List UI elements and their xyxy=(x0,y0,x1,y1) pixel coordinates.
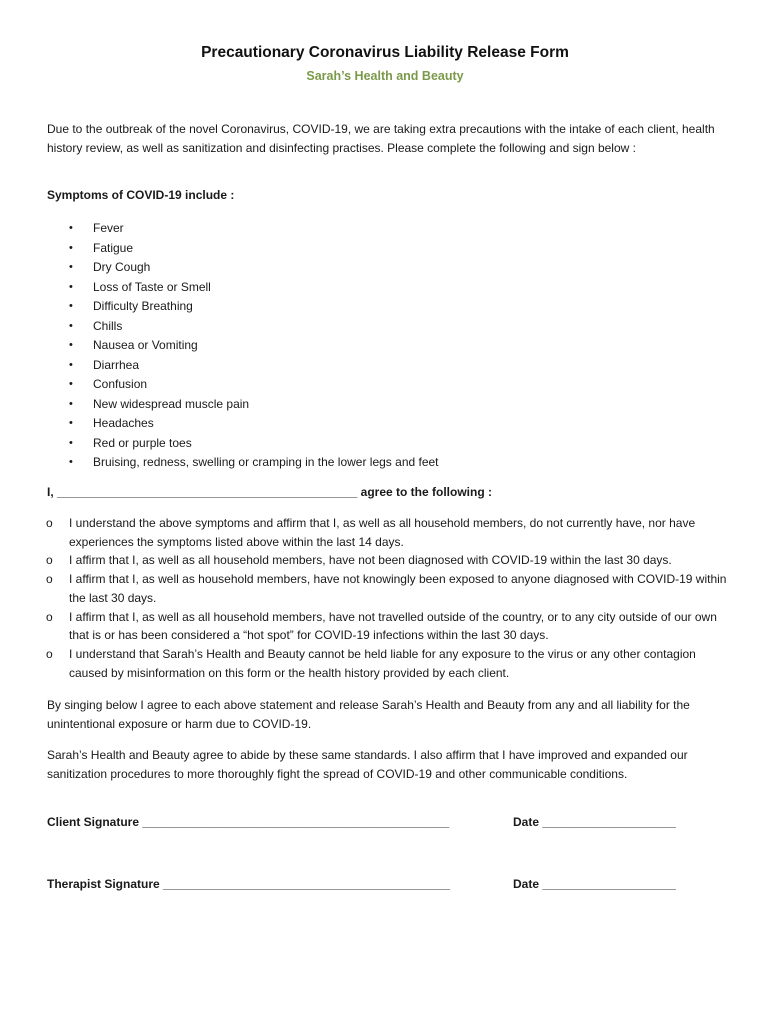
symptoms-list xyxy=(0,219,439,473)
bullet-icon: • xyxy=(69,339,73,351)
affirmation-item: o I affirm that I, as well as household members, have not knowingly been exposed to anyone diagnosed with COVID-19 within the last 30 days. xyxy=(46,572,727,605)
therapist-date-field[interactable]: Date ____________________ xyxy=(513,877,676,891)
symptom-item: • Bruising, redness, swelling or cramping in the lower legs and feet xyxy=(0,453,439,473)
client-signature-row xyxy=(47,815,676,829)
release-paragraph: By singing below I agree to each above statement and release Sarah’s Health and Beauty from any and all liability for the unintentional exposure or harm due to COVID-19. xyxy=(47,698,690,731)
bullet-icon: • xyxy=(69,261,73,273)
affirmation-item: o I affirm that I, as well as all household members, have not travelled outside of the country, or to any city outside of our own that is or has been considered a “hot spot” for COVID-19 infections within the last 30 days. xyxy=(46,609,717,643)
client-name-line[interactable]: I, _____________________________________________ agree to the following : xyxy=(47,485,492,499)
symptom-item: • Headaches xyxy=(0,414,439,434)
bullet-icon: • xyxy=(69,241,73,254)
bullet-icon: • xyxy=(69,378,73,390)
circle-bullet-icon: o xyxy=(46,647,53,662)
intro-paragraph: Due to the outbreak of the novel Coronavirus, COVID-19, we are taking extra precautions with the intake of each client, health history review, as well as sanitization and disinfecting practises. Please complete the following and sign below : xyxy=(47,122,715,155)
bullet-icon: • xyxy=(69,456,73,468)
symptom-item: • Difficulty Breathing xyxy=(0,297,439,317)
circle-bullet-icon: o xyxy=(46,572,53,587)
circle-bullet-icon: o xyxy=(46,609,53,624)
affirmation-item: o I understand the above symptoms and affirm that I, as well as all household members, do not currently have, nor have experiences the symptoms listed above within the last 14 days. xyxy=(46,516,696,549)
bullet-icon: • xyxy=(69,319,73,332)
affirmations-list xyxy=(0,514,770,683)
form-title: Precautionary Coronavirus Liability Release Form xyxy=(201,44,569,61)
symptoms-heading: Symptoms of COVID-19 include : xyxy=(47,188,235,202)
symptom-item: • Fever xyxy=(0,219,439,239)
therapist-signature-row xyxy=(47,877,676,891)
symptom-item: • Chills xyxy=(0,317,439,337)
symptom-item: • Diarrhea xyxy=(0,356,439,376)
affirmation-item: o I understand that Sarah’s Health and Beauty cannot be held liable for any exposure to the virus or any other contagion caused by misinformation on this form or the health history provided by each client. xyxy=(46,647,696,680)
bullet-icon: • xyxy=(69,397,73,410)
client-date-field[interactable]: Date ____________________ xyxy=(513,815,676,829)
bullet-icon: • xyxy=(69,222,73,234)
therapist-signature-field[interactable]: Therapist Signature ___________________________________________ xyxy=(47,877,450,891)
affirmation-item: o I affirm that I, as well as all household members, have not been diagnosed with COVID-19 within the last 30 days. xyxy=(0,551,729,570)
bullet-icon: • xyxy=(69,300,73,312)
circle-bullet-icon: o xyxy=(46,516,53,530)
symptom-item: • Confusion xyxy=(0,375,439,395)
bullet-icon: • xyxy=(69,358,73,371)
standards-paragraph: Sarah’s Health and Beauty agree to abide by these same standards. I also affirm that I have improved and expanded our sanitization procedures to more thoroughly fight the spread of COVID-19 and other communicable conditions. xyxy=(47,748,688,781)
circle-bullet-icon: o xyxy=(46,553,53,568)
client-signature-field[interactable]: Client Signature ______________________________________________ xyxy=(47,815,450,829)
symptom-item: • Dry Cough xyxy=(0,258,439,278)
bullet-icon: • xyxy=(69,280,73,293)
symptom-item: • Red or purple toes xyxy=(0,434,439,454)
symptom-item: • New widespread muscle pain xyxy=(0,395,439,415)
business-name: Sarah’s Health and Beauty xyxy=(306,69,464,83)
bullet-icon: • xyxy=(69,436,73,449)
bullet-icon: • xyxy=(69,417,73,429)
symptom-item: • Fatigue xyxy=(0,239,439,259)
symptom-item: • Loss of Taste or Smell xyxy=(0,278,439,298)
symptom-item: • Nausea or Vomiting xyxy=(0,336,439,356)
